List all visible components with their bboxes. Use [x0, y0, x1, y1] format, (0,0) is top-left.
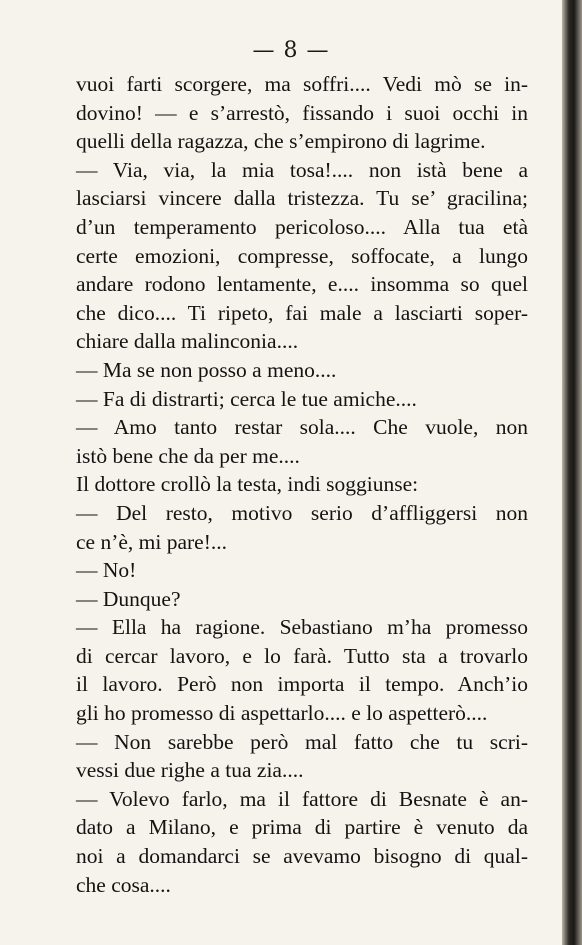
text-line: gli ho promesso di aspettarlo.... e lo aspetterò.... — [76, 701, 488, 726]
text-line: istò bene che da per me.... — [76, 443, 300, 468]
text-line: — Amo tanto restar sola.... Che vuole, non — [76, 415, 528, 440]
text-line: dato a Milano, e prima di partire è venuto da — [76, 815, 528, 840]
text-line: d’un temperamento pericoloso.... Alla tua età — [76, 214, 528, 239]
text-line: ce n’è, mi pare!... — [76, 529, 228, 554]
page-edge-shadow — [562, 0, 582, 945]
text-line: lasciarsi vincere dalla tristezza. Tu se’ gracilina; — [76, 186, 528, 211]
text-line: vessi due righe a tua zia.... — [76, 758, 304, 783]
body-text — [76, 70, 528, 899]
text-line: — Ella ha ragione. Sebastiano m’ha promesso — [76, 615, 528, 640]
text-line: — Dunque? — [76, 586, 181, 611]
text-line: vuoi farti scorgere, ma soffri.... Vedi mò se in- — [76, 72, 528, 96]
text-line: chiare dalla malinconia.... — [76, 329, 299, 354]
text-line: Il dottore crollò la testa, indi soggiunse: — [76, 472, 419, 497]
text-line: — Ma se non posso a meno.... — [76, 357, 337, 382]
text-line: di cercar lavoro, e lo farà. Tutto sta a trovarlo — [76, 643, 528, 668]
text-line: andare rodono lentamente, e.... insomma so quel — [76, 272, 528, 297]
text-line: certe emozioni, compresse, soffocate, a lungo — [76, 243, 528, 268]
text-line: che dico.... Ti ripeto, fai male a lasciarti soper- — [76, 300, 528, 325]
text-line: — Volevo farlo, ma il fattore di Besnate è an- — [76, 786, 528, 811]
text-line: noi a domandarci se avevamo bisogno di qual- — [76, 844, 528, 869]
text-line: — Via, via, la mia tosa!.... non istà bene a — [76, 157, 528, 182]
text-line: che cosa.... — [76, 872, 171, 897]
text-line: — Fa di distrarti; cerca le tue amiche.... — [76, 386, 417, 411]
text-line: — No! — [76, 558, 137, 583]
page-number: — 8 — — [252, 38, 330, 63]
text-line: — Non sarebbe però mal fatto che tu scri- — [76, 729, 528, 754]
text-line: dovino! — e s’arrestò, fissando i suoi occhi in — [76, 100, 528, 125]
text-line: il lavoro. Però non importa il tempo. Anch’io — [76, 672, 528, 697]
text-line: quelli della ragazza, che s’empirono di lagrime. — [76, 129, 486, 154]
text-line: — Del resto, motivo serio d’affliggersi non — [76, 500, 528, 525]
